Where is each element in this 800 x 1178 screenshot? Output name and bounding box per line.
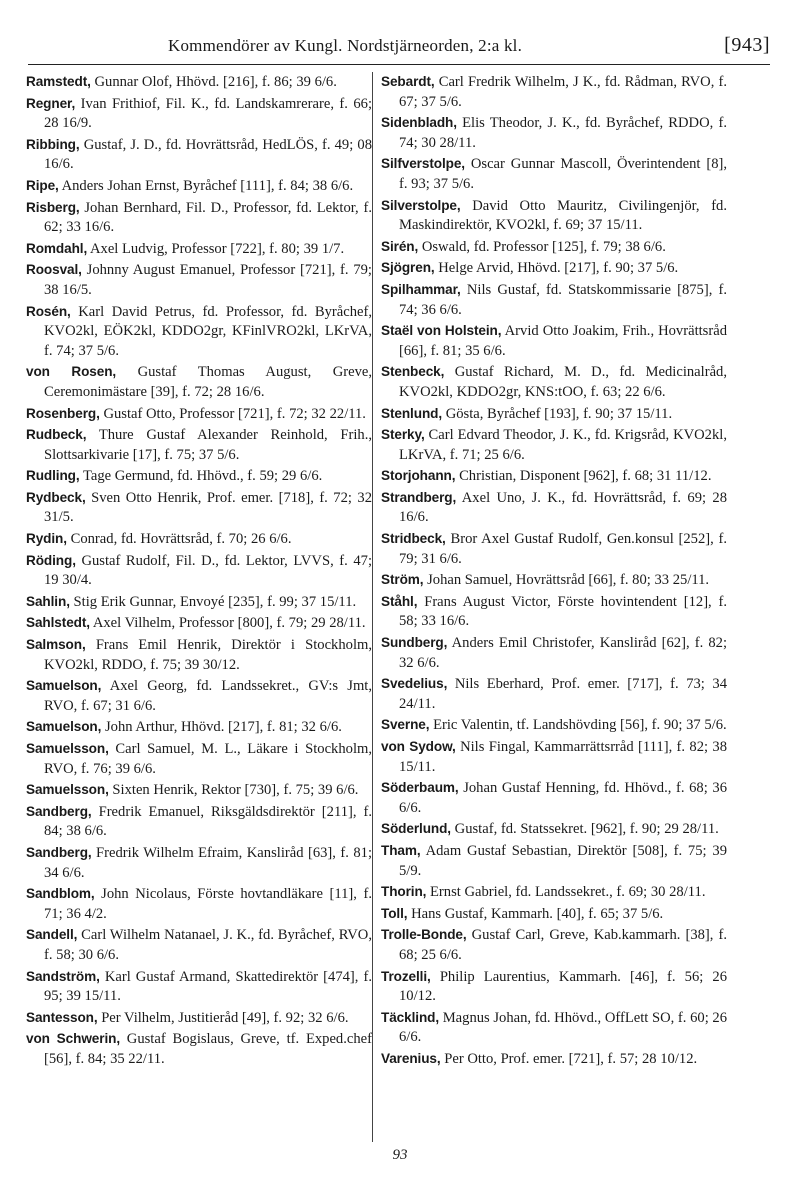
register-entry [381,154,727,194]
entry-name: Samuelsson, [26,782,109,798]
entry-name: Söderlund, [381,821,451,837]
entry-details: Axel Ludvig, Professor [722], f. 80; 39 1/7. [89,240,345,257]
entry-details: Axel Georg, fd. Landssekret., GV:s Jmt, RVO, f. 67; 31 6/6. [44,678,373,714]
entry-name: Staël von Holstein, [381,323,502,339]
register-entry [26,802,372,842]
entry-name: Röding, [26,552,76,568]
register-entry [381,592,727,632]
entry-name: Rosén, [26,303,71,319]
entry-name: Rosenberg, [26,405,100,421]
column-divider [372,72,373,1142]
entry-name: Samuelson, [26,719,102,735]
register-entry [381,488,727,528]
entry-name: Ribbing, [26,136,80,152]
entry-details: Gösta, Byråchef [193], f. 90; 37 15/11. [445,405,673,422]
entry-details: Fredrik Wilhelm Efraim, Kansliråd [63], f. 81; 34 6/6. [44,844,372,881]
entry-name: Ripe, [26,177,59,193]
entry-details: Johnny August Emanuel, Professor [721], f. 79; 38 16/5. [44,262,372,298]
register-entry [26,925,372,965]
right-column [381,72,727,1071]
entry-details: Tage Germund, fd. Hhövd., f. 59; 29 6/6. [82,468,323,485]
entry-details: Karl David Petrus, fd. Professor, fd. Byråchef, KVO2kl, EÖK2kl, KDDO2gr, KFinlVRO2kl, LKrVA, f. 74; 37 5/6. [44,303,372,359]
register-entry [26,635,372,675]
register-entry [26,466,372,487]
register-entry [26,94,372,134]
entry-details: Nils Fingal, Kammarrättsrråd [111], f. 82; 38 15/11. [399,739,727,775]
entry-name: Varenius, [381,1050,441,1066]
entry-details: Sven Otto Henrik, Prof. emer. [718], f. 72; 32 31/5. [44,489,373,526]
entry-name: Söderbaum, [381,780,459,796]
entry-name: Silverstolpe, [381,197,461,213]
register-entry [26,592,372,613]
entry-name: Santesson, [26,1009,98,1025]
entry-name: Trolle-Bonde, [381,927,467,943]
entry-name: Ström, [381,572,424,588]
entry-details: Elis Theodor, J. K., fd. Byråchef, RDDO, f. 74; 30 28/11. [399,115,727,151]
entry-name: Stenbeck, [381,364,445,380]
entry-details: Johan Gustaf Henning, fd. Hhövd., f. 68; 36 6/6. [399,780,727,816]
entry-details: Oswald, fd. Professor [125], f. 79; 38 6/6. [421,238,666,255]
entry-name: Strandberg, [381,489,457,505]
entry-details: Per Otto, Prof. emer. [721], f. 57; 28 10/12. [444,1050,698,1067]
entry-details: Christian, Disponent [962], f. 68; 31 11/12. [459,468,712,485]
entry-details: Johan Samuel, Hovrättsråd [66], f. 80; 33 25/11. [427,572,710,589]
entry-name: Samuelsson, [26,741,109,756]
register-entry [381,1049,727,1070]
entry-details: John Nicolaus, Förste hovtandläkare [11], f. 71; 36 4/2. [44,886,372,922]
entry-details: Stig Erik Gunnar, Envoyé [235], f. 99; 37 15/11. [73,593,357,610]
entry-details: Eric Valentin, tf. Landshövding [56], f. 90; 37 5/6. [433,717,727,734]
running-title: Kommendörer av Kungl. Nordstjärneorden, 2:a kl. [168,36,523,55]
entry-details: Gustaf Otto, Professor [721], f. 72; 32 22/11. [103,405,366,422]
entry-details: Ernst Gabriel, fd. Landssekret., f. 69; 30 28/11. [430,884,706,901]
entry-details: Frans Emil Henrik, Direktör i Stockholm, KVO2kl, RDDO, f. 75; 39 30/12. [44,637,372,673]
entry-name: Sirén, [381,238,419,254]
entry-name: Toll, [381,905,408,921]
entry-name: Silfverstolpe, [381,156,465,172]
register-entry [26,967,372,1007]
entry-name: Rydin, [26,531,67,547]
register-entry [26,425,372,465]
register-entry [381,425,727,465]
entry-name: Rudbeck, [26,427,87,443]
register-entry [26,551,372,591]
entry-name: Sundberg, [381,635,448,651]
entry-details: Per Vilhelm, Justitieråd [49], f. 92; 32 6/6. [101,1009,349,1026]
register-entry [381,904,727,925]
page-header [28,36,770,60]
entry-details: Axel Uno, J. K., fd. Hovrättsråd, f. 69; 28 16/6. [399,489,728,526]
entry-details: Conrad, fd. Hovrättsråd, f. 70; 26 6/6. [70,531,292,548]
entry-details: Helge Arvid, Hhövd. [217], f. 90; 37 5/6. [438,260,679,277]
entry-name: Ståhl, [381,593,418,609]
entry-name: von Schwerin, [26,1031,120,1047]
register-entry [26,529,372,550]
register-entry [381,674,727,714]
register-entry [381,321,727,361]
entry-details: Gunnar Olof, Hhövd. [216], f. 86; 39 6/6. [94,74,337,90]
register-entry [381,113,727,153]
entry-name: Rudling, [26,468,80,484]
entry-details: Karl Gustaf Armand, Skattedirektör [474], f. 95; 39 15/11. [44,968,372,1005]
entry-details: Fredrik Emanuel, Riksgäldsdirektör [211], f. 84; 38 6/6. [44,803,372,840]
entry-name: Ramstedt, [26,74,91,89]
entry-name: Sandström, [26,968,100,984]
entry-details: Hans Gustaf, Kammarh. [40], f. 65; 37 5/6. [411,905,664,922]
entry-name: Täcklind, [381,1009,440,1025]
entry-details: Philip Laurentius, Kammarh. [46], f. 56; 26 10/12. [399,968,727,1005]
register-entry [26,1008,372,1029]
header-rule [28,64,770,65]
signature-mark: 93 [392,1147,408,1163]
entry-name: Sandberg, [26,803,92,819]
register-entry [381,778,727,818]
entry-name: Stridbeck, [381,531,446,547]
register-entry [26,1029,372,1069]
register-entry [26,362,372,402]
entry-details: Johan Bernhard, Fil. D., Professor, fd. Lektor, f. 62; 33 16/6. [44,199,372,236]
register-entry [381,72,727,112]
entry-name: Tham, [381,842,421,858]
entry-details: David Otto Mauritz, Civilingenjör, fd. Maskindirektör, KVO2kl, f. 69; 37 15/11. [399,197,728,234]
register-entry [381,258,727,279]
register-entry [26,404,372,425]
entry-details: Anders Emil Christofer, Kansliråd [62], f. 82; 32 6/6. [399,635,728,671]
entry-details: Thure Gustaf Alexander Reinhold, Frih., Slottsarkivarie [17], f. 75; 37 5/6. [44,427,372,463]
register-entry [26,239,372,260]
register-entry [381,570,727,591]
entry-details: Gustaf Rudolf, Fil. D., fd. Lektor, LVVS, f. 47; 19 30/4. [44,552,372,589]
entry-name: Sidenbladh, [381,115,457,131]
register-entry [381,882,727,903]
entry-name: von Sydow, [381,739,456,754]
entry-details: Axel Vilhelm, Professor [800], f. 79; 29 28/11. [92,615,366,632]
entry-name: Trozelli, [381,968,431,984]
register-entry [381,1008,727,1048]
entry-name: Romdahl, [26,240,88,256]
register-entry [26,488,372,528]
entry-name: Sterky, [381,427,425,443]
entry-details: Carl Edvard Theodor, J. K., fd. Krigsråd, KVO2kl, LKrVA, f. 71; 25 6/6. [399,427,727,463]
register-entry [381,925,727,965]
entry-details: Carl Wilhelm Natanael, J. K., fd. Byråchef, RVO, f. 58; 30 6/6. [44,927,372,963]
entry-name: Sandberg, [26,844,92,860]
entry-details: Sixten Henrik, Rektor [730], f. 75; 39 6/6. [112,782,359,799]
entry-details: Gustaf Carl, Greve, Kab.kammarh. [38], f. 68; 25 6/6. [399,927,727,963]
entry-name: Storjohann, [381,468,456,484]
entry-name: Sjögren, [381,260,435,276]
entry-details: Carl Fredrik Wilhelm, J K., fd. Rådman, RVO, f. 67; 37 5/6. [399,74,727,110]
register-entry [381,529,727,569]
entry-details: Nils Gustaf, fd. Statskommissarie [875], f. 74; 36 6/6. [399,281,727,318]
register-entry [26,198,372,238]
entry-name: Salmson, [26,637,86,653]
register-entry [26,739,372,779]
entry-name: Sandblom, [26,886,95,902]
entry-details: Nils Eberhard, Prof. emer. [717], f. 73; 34 24/11. [399,676,727,712]
register-entry [381,841,727,881]
page-number: [943] [724,34,770,56]
entry-name: Rydbeck, [26,489,86,505]
entry-details: Magnus Johan, fd. Hhövd., OffLett SO, f. 60; 26 6/6. [399,1009,727,1046]
entry-details: Gustaf Thomas August, Greve, Ceremonimästare [39], f. 72; 28 16/6. [44,364,372,400]
entry-details: Arvid Otto Joakim, Frih., Hovrättsråd [66], f. 81; 35 6/6. [399,323,727,359]
register-entry [381,715,727,736]
register-entry [26,176,372,197]
register-entry [381,737,727,777]
entry-name: Samuelson, [26,678,102,694]
entry-details: Gustaf, J. D., fd. Hovrättsråd, HedLÖS, f. 49; 08 16/6. [44,136,372,173]
register-entry [26,780,372,801]
entry-details: Ivan Frithiof, Fil. K., fd. Landskamrerare, f. 66; 28 16/9. [44,95,372,132]
register-entry [381,362,727,402]
register-entry [381,819,727,840]
register-entry [26,302,372,362]
entry-details: John Arthur, Hhövd. [217], f. 81; 32 6/6. [104,719,342,736]
register-entry [381,633,727,673]
left-column [26,72,372,1071]
entry-name: Spilhammar, [381,281,461,297]
entry-name: Stenlund, [381,405,443,421]
register-entry [381,404,727,425]
register-entry [381,466,727,487]
entry-name: von Rosen, [26,364,117,380]
entry-details: Adam Gustaf Sebastian, Direktör [508], f. 75; 39 5/9. [399,842,727,879]
register-entry [381,196,727,236]
register-entry [26,72,372,93]
entry-details: Carl Samuel, M. L., Läkare i Stockholm, RVO, f. 76; 39 6/6. [44,741,372,777]
register-entry [381,967,727,1007]
entry-details: Gustaf Bogislaus, Greve, tf. Exped.chef [56], f. 84; 35 22/11. [44,1031,372,1067]
register-entry [26,135,372,175]
entry-name: Sandell, [26,927,78,943]
entry-details: Bror Axel Gustaf Rudolf, Gen.konsul [252], f. 79; 31 6/6. [399,531,727,567]
entry-details: Oscar Gunnar Mascoll, Överintendent [8], f. 93; 37 5/6. [399,156,727,192]
entry-details: Gustaf Richard, M. D., fd. Medicinalråd, KVO2kl, KDDO2gr, KNS:tOO, f. 63; 22 6/6. [399,364,727,400]
register-entry [381,237,727,258]
entry-details: Anders Johan Ernst, Byråchef [111], f. 84; 38 6/6. [61,177,354,194]
register-entry [26,260,372,300]
entry-name: Risberg, [26,199,80,215]
register-entry [26,884,372,924]
register-entry [26,676,372,716]
entry-name: Sahlin, [26,593,70,609]
entry-details: Gustaf, fd. Statssekret. [962], f. 90; 29 28/11. [454,821,719,838]
entry-name: Sebardt, [381,74,435,89]
entry-name: Sverne, [381,717,430,733]
register-entry [26,717,372,738]
entry-name: Regner, [26,95,76,111]
entry-name: Sahlstedt, [26,615,90,631]
entry-name: Roosval, [26,262,82,278]
register-entry [381,280,727,320]
entry-name: Thorin, [381,884,427,900]
register-entry [26,613,372,634]
entry-details: Frans August Victor, Förste hovintendent [12], f. 58; 33 16/6. [399,593,727,630]
entry-name: Svedelius, [381,676,448,692]
register-entry [26,843,372,883]
